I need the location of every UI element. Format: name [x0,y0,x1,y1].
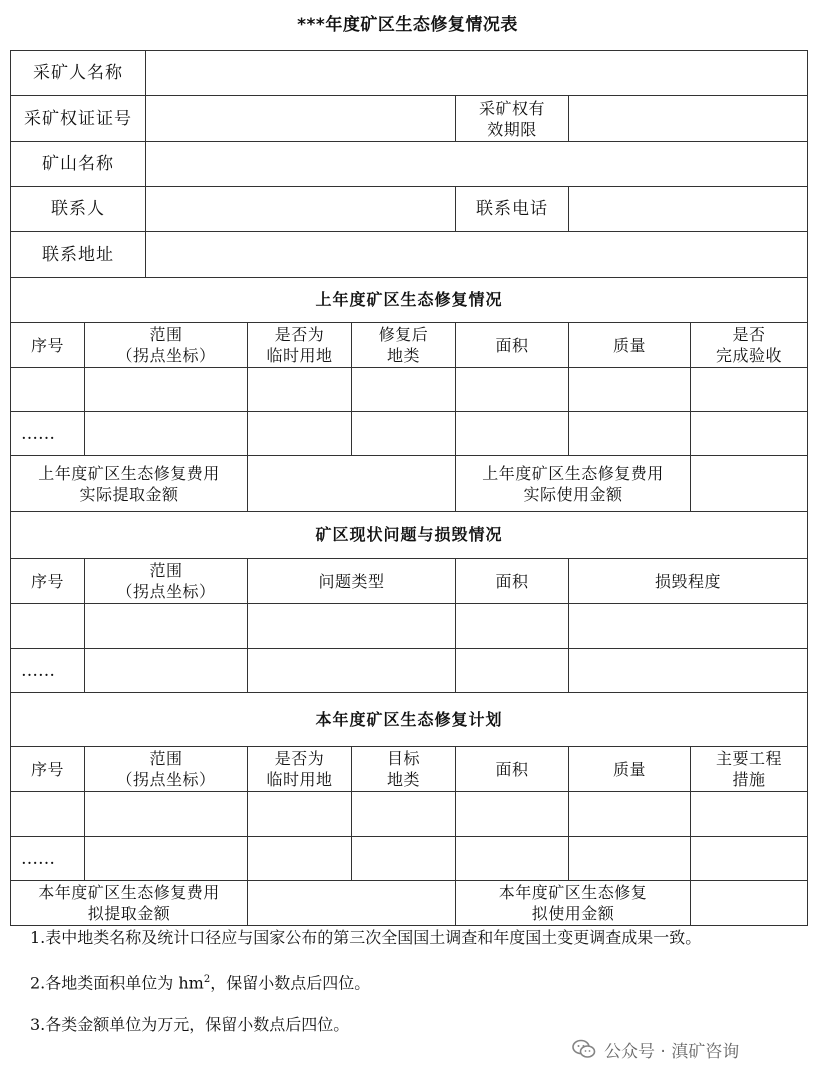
page-title: ***年度矿区生态修复情况表 [297,15,518,35]
this-year-header-0-text: 序号 [30,759,64,779]
last-year-row1-cell-6[interactable] [690,367,808,412]
status-header-0 [10,558,85,604]
this-year-header-2-text: 是否为 临时用地 [266,749,333,789]
note-1: 1.表中地类名称及统计口径应与国家公布的第三次全国国土调查和年度国土变更调查成果一致。 [30,928,702,947]
last-year-header-5-text: 质量 [612,335,646,355]
last-year-header-4 [455,322,569,368]
contact-person-value[interactable] [145,186,456,232]
this-year-row1-cell-1[interactable] [84,791,248,837]
last-year-row1-cell-3[interactable] [351,367,456,412]
section-last-year-text: 上年度矿区生态修复情况 [315,290,503,309]
note-3: 3.各类金额单位为万元，保留小数点后四位。 [30,1015,350,1035]
this-year-row1-cell-0[interactable] [10,791,85,837]
contact-address-value[interactable] [145,231,808,278]
this-year-fee-use-label-text: 本年度矿区生态修复 拟使用金额 [498,883,648,923]
last-year-row1-cell-4[interactable] [455,367,569,412]
last-year-header-5 [568,322,691,368]
this-year-row2-cell-0[interactable] [10,836,85,881]
this-year-header-5-text: 质量 [612,759,646,779]
section-status-text: 矿区现状问题与损毁情况 [315,525,503,544]
this-year-row1-cell-5[interactable] [568,791,691,837]
status-header-1 [84,558,248,604]
this-year-header-1-text: 范围 （拐点坐标） [116,749,216,789]
status-header-4 [568,558,808,604]
contact-phone-value[interactable] [568,186,808,232]
last-year-header-6-text: 是否 完成验收 [715,325,782,365]
last-year-row1-cell-5[interactable] [568,367,691,412]
miner-name-label-text: 采矿人名称 [33,63,123,83]
last-year-header-2 [247,322,352,368]
miner-name-label [10,50,146,96]
last-year-header-1-text: 范围 （拐点坐标） [116,325,216,365]
contact-person-label-text: 联系人 [51,199,105,219]
miner-name-value[interactable] [145,50,808,96]
this-year-row2-cell-5[interactable] [568,836,691,881]
last-year-header-3 [351,322,456,368]
this-year-header-0 [10,746,85,792]
license-no-label-text: 采矿权证证号 [24,108,132,129]
section-this-year [10,692,808,747]
status-row2-cell-2[interactable] [247,648,456,693]
status-row2-cell-1[interactable] [84,648,248,693]
section-status [10,511,808,559]
this-year-row2-cell-6[interactable] [690,836,808,881]
this-year-fee-use-label [455,880,691,926]
status-row1-cell-3[interactable] [455,603,569,649]
this-year-header-1 [84,746,248,792]
last-year-row1-cell-1[interactable] [84,367,248,412]
this-year-header-3 [351,746,456,792]
note-2: 2.各地类面积单位为 $hm^2$，保留小数点后四位。 [30,973,371,993]
last-year-row2-cell-4[interactable] [455,411,569,456]
last-year-row2-cell-5[interactable] [568,411,691,456]
status-row1-cell-1[interactable] [84,603,248,649]
last-year-fee-used-value[interactable] [690,455,808,512]
mine-name-label-text: 矿山名称 [42,154,114,174]
last-year-row2-cell-3[interactable] [351,411,456,456]
watermark-text: 公众号 · 滇矿咨询 [604,1041,740,1062]
last-year-row2-cell-1[interactable] [84,411,248,456]
last-year-header-3-text: 修复后 地类 [378,325,429,365]
contact-address-label-text: 联系地址 [42,244,114,265]
valid-period-value[interactable] [568,95,808,142]
this-year-row1-cell-3[interactable] [351,791,456,837]
mine-name-label [10,141,146,187]
status-row1-cell-0[interactable] [10,603,85,649]
last-year-header-0-text: 序号 [30,335,64,355]
last-year-row2-cell-6[interactable] [690,411,808,456]
last-year-fee-extracted-label-text: 上年度矿区生态修复费用 实际提取金额 [38,463,220,504]
last-year-fee-extracted-value[interactable] [247,455,456,512]
this-year-fee-use-value[interactable] [690,880,808,926]
this-year-row1-cell-4[interactable] [455,791,569,837]
this-year-header-4 [455,746,569,792]
wechat-icon [572,1038,596,1060]
status-row1-cell-4[interactable] [568,603,808,649]
this-year-row2-cell-2[interactable] [247,836,352,881]
this-year-fee-extract-label-text: 本年度矿区生态修复费用 拟提取金额 [38,883,220,923]
status-row2-cell-3[interactable] [455,648,569,693]
this-year-header-5 [568,746,691,792]
last-year-row1-cell-2[interactable] [247,367,352,412]
status-row2-cell-4[interactable] [568,648,808,693]
valid-period-label-text: 采矿权有 效期限 [478,98,545,139]
license-no-label [10,95,146,142]
status-header-0-text: 序号 [30,571,64,591]
mine-name-value[interactable] [145,141,808,187]
this-year-row2-cell-1[interactable] [84,836,248,881]
status-row2-cell-0[interactable] [10,648,85,693]
notes [30,925,790,1038]
status-header-2-text: 问题类型 [318,571,385,591]
status-header-3 [455,558,569,604]
section-this-year-text: 本年度矿区生态修复计划 [315,709,503,729]
this-year-row1-cell-6[interactable] [690,791,808,837]
this-year-row2-cell-4[interactable] [455,836,569,881]
license-no-value[interactable] [145,95,456,142]
last-year-header-1 [84,322,248,368]
this-year-fee-extract-label [10,880,248,926]
last-year-fee-used-label [455,455,691,512]
last-year-fee-extracted-label [10,455,248,512]
status-header-2 [247,558,456,604]
last-year-header-6 [690,322,808,368]
this-year-header-4-text: 面积 [495,759,529,779]
status-row2-cell-0-text: …… [21,660,55,681]
last-year-row2-cell-0-text: …… [21,423,55,444]
status-header-4-text: 损毁程度 [654,571,721,591]
this-year-header-3-text: 目标 地类 [386,749,420,789]
this-year-fee-extract-value[interactable] [247,880,456,926]
contact-person-label [10,186,146,232]
last-year-header-4-text: 面积 [495,335,529,355]
watermark [572,1036,739,1062]
contact-phone-label [455,186,569,232]
last-year-row2-cell-0[interactable] [10,411,85,456]
contact-address-label [10,231,146,278]
last-year-header-2-text: 是否为 临时用地 [266,325,333,365]
this-year-header-6-text: 主要工程 措施 [715,749,782,789]
status-header-3-text: 面积 [495,571,529,591]
contact-phone-label-text: 联系电话 [476,199,548,219]
last-year-row1-cell-0[interactable] [10,367,85,412]
this-year-row2-cell-3[interactable] [351,836,456,881]
this-year-header-6 [690,746,808,792]
last-year-row2-cell-2[interactable] [247,411,352,456]
status-row1-cell-2[interactable] [247,603,456,649]
valid-period-label [455,95,569,142]
this-year-row2-cell-0-text: …… [21,848,55,869]
this-year-row1-cell-2[interactable] [247,791,352,837]
last-year-header-0 [10,322,85,368]
status-header-1-text: 范围 （拐点坐标） [116,561,216,601]
last-year-fee-used-label-text: 上年度矿区生态修复费用 实际使用金额 [482,463,664,504]
this-year-header-2 [247,746,352,792]
section-last-year [10,277,808,323]
